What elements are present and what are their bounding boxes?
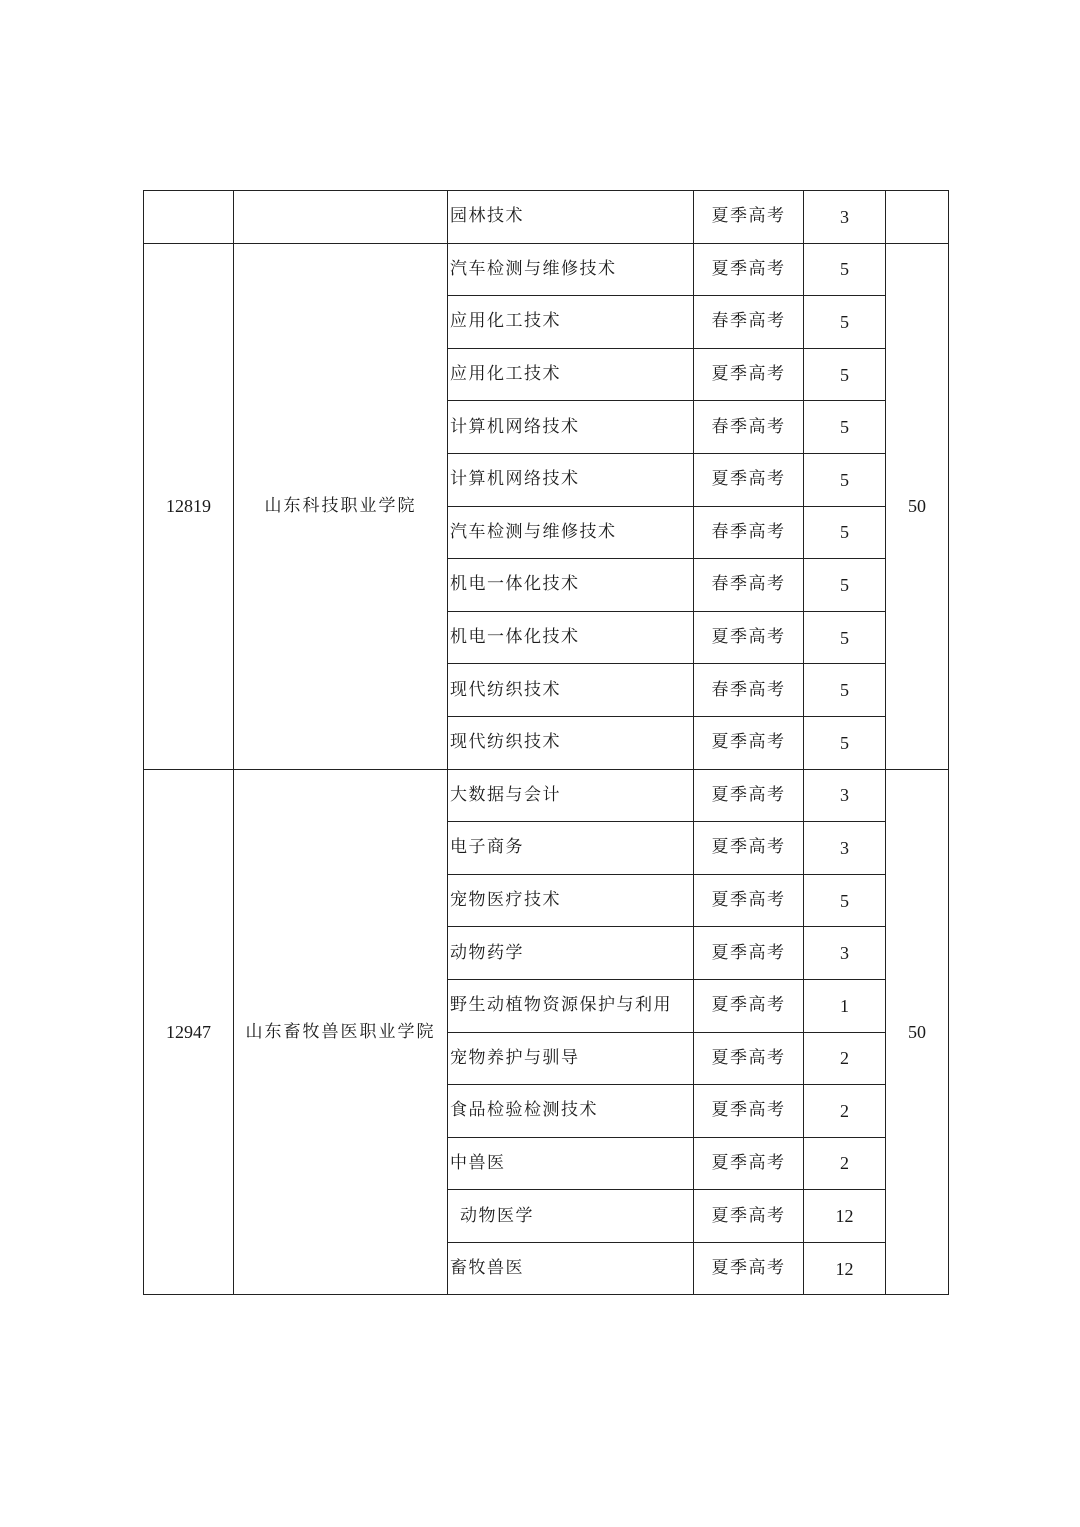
- major-cell: 动物药学: [448, 927, 694, 980]
- plan-count-cell: 5: [804, 296, 886, 349]
- major-cell: 大数据与会计: [448, 769, 694, 822]
- plan-count-cell: 12: [804, 1242, 886, 1295]
- plan-count-cell: 5: [804, 559, 886, 612]
- institution-total-cell: [886, 191, 949, 244]
- institution-code-cell: [144, 191, 234, 244]
- institution-name-cell: 山东畜牧兽医职业学院: [234, 769, 448, 1295]
- major-cell: 动物医学: [448, 1190, 694, 1243]
- major-cell: 电子商务: [448, 822, 694, 875]
- exam-category-cell: 夏季高考: [694, 1085, 804, 1138]
- exam-category-cell: 夏季高考: [694, 1242, 804, 1295]
- major-cell: 宠物养护与驯导: [448, 1032, 694, 1085]
- exam-category-cell: 夏季高考: [694, 874, 804, 927]
- major-cell: 野生动植物资源保护与利用: [448, 979, 694, 1032]
- exam-category-cell: 春季高考: [694, 296, 804, 349]
- exam-category-cell: 夏季高考: [694, 1190, 804, 1243]
- exam-category-cell: 夏季高考: [694, 1137, 804, 1190]
- major-cell: 计算机网络技术: [448, 401, 694, 454]
- plan-count-cell: 3: [804, 822, 886, 875]
- exam-category-cell: 夏季高考: [694, 822, 804, 875]
- table-body: [144, 191, 949, 1295]
- institution-total-cell: 50: [886, 769, 949, 1295]
- plan-count-cell: 5: [804, 716, 886, 769]
- exam-category-cell: 夏季高考: [694, 453, 804, 506]
- plan-count-cell: 5: [804, 243, 886, 296]
- exam-category-cell: 夏季高考: [694, 243, 804, 296]
- plan-count-cell: 5: [804, 611, 886, 664]
- institution-code-cell: 12947: [144, 769, 234, 1295]
- plan-count-cell: 5: [804, 874, 886, 927]
- major-cell: 中兽医: [448, 1137, 694, 1190]
- plan-count-cell: 1: [804, 979, 886, 1032]
- exam-category-cell: 夏季高考: [694, 191, 804, 244]
- institution-code-cell: 12819: [144, 243, 234, 769]
- exam-category-cell: 夏季高考: [694, 927, 804, 980]
- major-cell: 计算机网络技术: [448, 453, 694, 506]
- major-cell: 现代纺织技术: [448, 664, 694, 717]
- major-cell: 园林技术: [448, 191, 694, 244]
- major-cell: 宠物医疗技术: [448, 874, 694, 927]
- plan-count-cell: 5: [804, 348, 886, 401]
- plan-count-cell: 5: [804, 401, 886, 454]
- institution-name-cell: 山东科技职业学院: [234, 243, 448, 769]
- exam-category-cell: 夏季高考: [694, 716, 804, 769]
- plan-count-cell: 2: [804, 1085, 886, 1138]
- table-row: [144, 243, 949, 296]
- exam-category-cell: 春季高考: [694, 401, 804, 454]
- major-cell: 畜牧兽医: [448, 1242, 694, 1295]
- exam-category-cell: 夏季高考: [694, 769, 804, 822]
- admission-plan-table: [143, 190, 949, 1295]
- exam-category-cell: 春季高考: [694, 664, 804, 717]
- major-cell: 现代纺织技术: [448, 716, 694, 769]
- exam-category-cell: 夏季高考: [694, 611, 804, 664]
- exam-category-cell: 春季高考: [694, 506, 804, 559]
- major-cell: 汽车检测与维修技术: [448, 243, 694, 296]
- plan-count-cell: 3: [804, 191, 886, 244]
- major-cell: 应用化工技术: [448, 296, 694, 349]
- plan-count-cell: 2: [804, 1137, 886, 1190]
- major-cell: 汽车检测与维修技术: [448, 506, 694, 559]
- plan-count-cell: 5: [804, 453, 886, 506]
- plan-count-cell: 12: [804, 1190, 886, 1243]
- major-cell: 应用化工技术: [448, 348, 694, 401]
- table-row: [144, 769, 949, 822]
- institution-name-cell: [234, 191, 448, 244]
- exam-category-cell: 夏季高考: [694, 1032, 804, 1085]
- exam-category-cell: 春季高考: [694, 559, 804, 612]
- plan-count-cell: 3: [804, 927, 886, 980]
- exam-category-cell: 夏季高考: [694, 979, 804, 1032]
- major-cell: 机电一体化技术: [448, 611, 694, 664]
- plan-count-cell: 5: [804, 506, 886, 559]
- major-cell: 食品检验检测技术: [448, 1085, 694, 1138]
- plan-count-cell: 3: [804, 769, 886, 822]
- major-cell: 机电一体化技术: [448, 559, 694, 612]
- table-row: [144, 191, 949, 244]
- plan-count-cell: 2: [804, 1032, 886, 1085]
- plan-count-cell: 5: [804, 664, 886, 717]
- exam-category-cell: 夏季高考: [694, 348, 804, 401]
- institution-total-cell: 50: [886, 243, 949, 769]
